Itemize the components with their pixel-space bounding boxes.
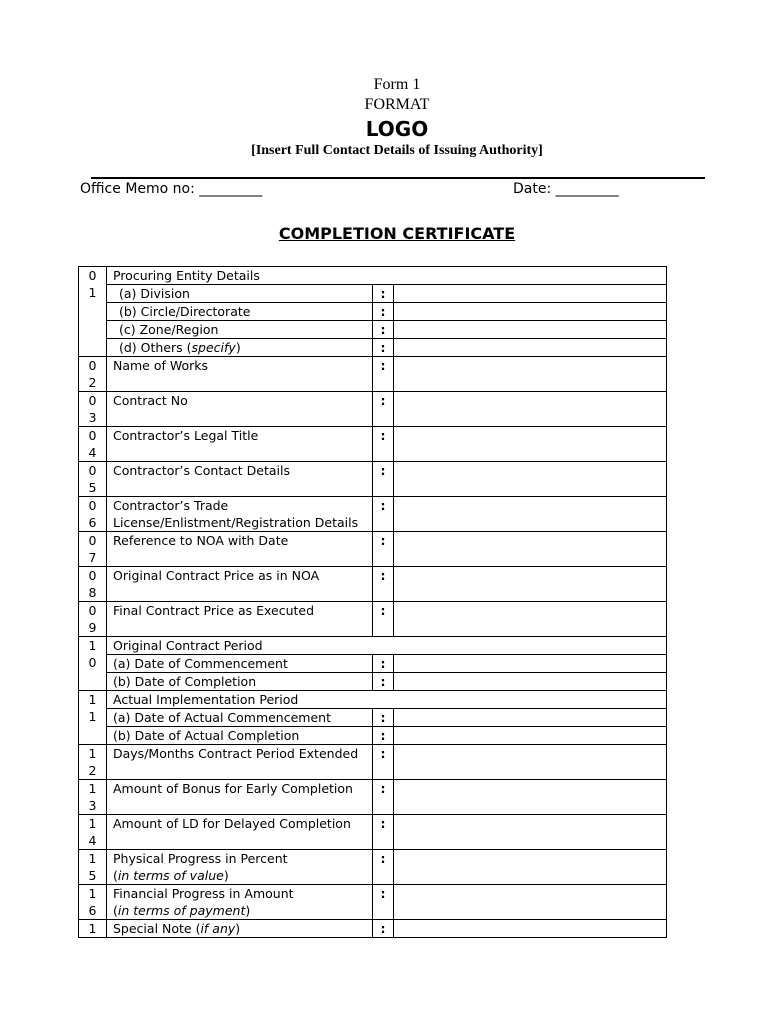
row-label: Final Contract Price as Executed	[107, 602, 373, 637]
colon: :	[373, 709, 394, 727]
row-label: Contract No	[107, 392, 373, 427]
row-number: 1 5	[79, 850, 107, 885]
value-cell[interactable]	[394, 815, 667, 850]
table-row	[79, 357, 667, 392]
row-number: 1 3	[79, 780, 107, 815]
row-label: Physical Progress in Percent (in terms of value)	[107, 850, 373, 885]
row-sublabel: (d) Others (specify)	[107, 339, 373, 357]
colon: :	[373, 532, 394, 567]
colon: :	[373, 392, 394, 427]
row-label: Days/Months Contract Period Extended	[107, 745, 373, 780]
colon: :	[373, 462, 394, 497]
table-row	[79, 637, 667, 655]
row-number: 1 0	[79, 637, 107, 691]
colon: :	[373, 357, 394, 392]
table-row	[79, 567, 667, 602]
row-label: Name of Works	[107, 357, 373, 392]
row-number: 0 9	[79, 602, 107, 637]
row-number: 1 2	[79, 745, 107, 780]
table-row	[79, 532, 667, 567]
table-row	[79, 745, 667, 780]
table-row	[79, 815, 667, 850]
colon: :	[373, 303, 394, 321]
table-row	[79, 267, 667, 285]
colon: :	[373, 339, 394, 357]
row-number: 1 1	[79, 691, 107, 745]
value-cell[interactable]	[394, 303, 667, 321]
table-row	[79, 427, 667, 462]
value-cell[interactable]	[394, 885, 667, 920]
table-row	[79, 709, 667, 727]
table-row	[79, 392, 667, 427]
row-number: 0 7	[79, 532, 107, 567]
header-divider	[91, 177, 705, 179]
colon: :	[373, 673, 394, 691]
row-number: 1	[79, 920, 107, 938]
row-number: 1 4	[79, 815, 107, 850]
value-cell[interactable]	[394, 655, 667, 673]
row-number: 0 3	[79, 392, 107, 427]
row-label: Amount of Bonus for Early Completion	[107, 780, 373, 815]
row-sublabel: (b) Circle/Directorate	[107, 303, 373, 321]
row-sublabel: (a) Date of Actual Commencement	[107, 709, 373, 727]
value-cell[interactable]	[394, 709, 667, 727]
format-heading: FORMAT	[364, 96, 430, 113]
table-row	[79, 602, 667, 637]
colon: :	[373, 602, 394, 637]
certificate-table	[78, 266, 667, 938]
value-cell[interactable]	[394, 920, 667, 938]
row-number: 0 5	[79, 462, 107, 497]
issuing-authority-placeholder: [Insert Full Contact Details of Issuing Authority]	[251, 143, 543, 158]
table-row	[79, 497, 667, 532]
row-sublabel: (a) Division	[107, 285, 373, 303]
row-sublabel: (b) Date of Completion	[107, 673, 373, 691]
row-label: Financial Progress in Amount (in terms of payment)	[107, 885, 373, 920]
table-row	[79, 321, 667, 339]
value-cell[interactable]	[394, 567, 667, 602]
value-cell[interactable]	[394, 427, 667, 462]
logo-placeholder: LOGO	[365, 117, 429, 141]
value-cell[interactable]	[394, 532, 667, 567]
value-cell[interactable]	[394, 462, 667, 497]
value-cell[interactable]	[394, 727, 667, 745]
table-row	[79, 285, 667, 303]
row-number: 0 8	[79, 567, 107, 602]
row-sublabel: (c) Zone/Region	[107, 321, 373, 339]
table-row	[79, 691, 667, 709]
table-row	[79, 885, 667, 920]
row-number: 1 6	[79, 885, 107, 920]
page-title: COMPLETION CERTIFICATE	[278, 224, 516, 243]
colon: :	[373, 427, 394, 462]
value-cell[interactable]	[394, 673, 667, 691]
value-cell[interactable]	[394, 285, 667, 303]
date-field: Date: _________	[513, 181, 619, 197]
row-sublabel: (b) Date of Actual Completion	[107, 727, 373, 745]
value-cell[interactable]	[394, 497, 667, 532]
colon: :	[373, 567, 394, 602]
row-label: Amount of LD for Delayed Completion	[107, 815, 373, 850]
row-label: Contractor’s Legal Title	[107, 427, 373, 462]
colon: :	[373, 815, 394, 850]
colon: :	[373, 885, 394, 920]
value-cell[interactable]	[394, 392, 667, 427]
table-row	[79, 303, 667, 321]
row-label: Procuring Entity Details	[107, 267, 667, 285]
value-cell[interactable]	[394, 850, 667, 885]
table-row	[79, 850, 667, 885]
colon: :	[373, 745, 394, 780]
colon: :	[373, 321, 394, 339]
value-cell[interactable]	[394, 602, 667, 637]
table-row	[79, 780, 667, 815]
colon: :	[373, 920, 394, 938]
value-cell[interactable]	[394, 339, 667, 357]
colon: :	[373, 780, 394, 815]
colon: :	[373, 497, 394, 532]
row-number: 0 6	[79, 497, 107, 532]
table-row	[79, 339, 667, 357]
table-row	[79, 462, 667, 497]
row-number: 0 1	[79, 267, 107, 357]
table-row	[79, 727, 667, 745]
colon: :	[373, 285, 394, 303]
row-number: 0 2	[79, 357, 107, 392]
office-memo-field: Office Memo no: _________	[80, 181, 263, 197]
row-label: Contractor’s Contact Details	[107, 462, 373, 497]
value-cell[interactable]	[394, 780, 667, 815]
value-cell[interactable]	[394, 321, 667, 339]
form-number: Form 1	[373, 76, 421, 93]
row-sublabel: (a) Date of Commencement	[107, 655, 373, 673]
row-number: 0 4	[79, 427, 107, 462]
row-label: Reference to NOA with Date	[107, 532, 373, 567]
colon: :	[373, 850, 394, 885]
colon: :	[373, 727, 394, 745]
value-cell[interactable]	[394, 745, 667, 780]
row-label: Original Contract Period	[107, 637, 667, 655]
row-label: Actual Implementation Period	[107, 691, 667, 709]
colon: :	[373, 655, 394, 673]
row-label: Contractor’s Trade License/Enlistment/Registration Details	[107, 497, 373, 532]
row-label: Special Note (if any)	[107, 920, 373, 938]
value-cell[interactable]	[394, 357, 667, 392]
table-row	[79, 920, 667, 938]
table-row	[79, 655, 667, 673]
row-label: Original Contract Price as in NOA	[107, 567, 373, 602]
table-row	[79, 673, 667, 691]
